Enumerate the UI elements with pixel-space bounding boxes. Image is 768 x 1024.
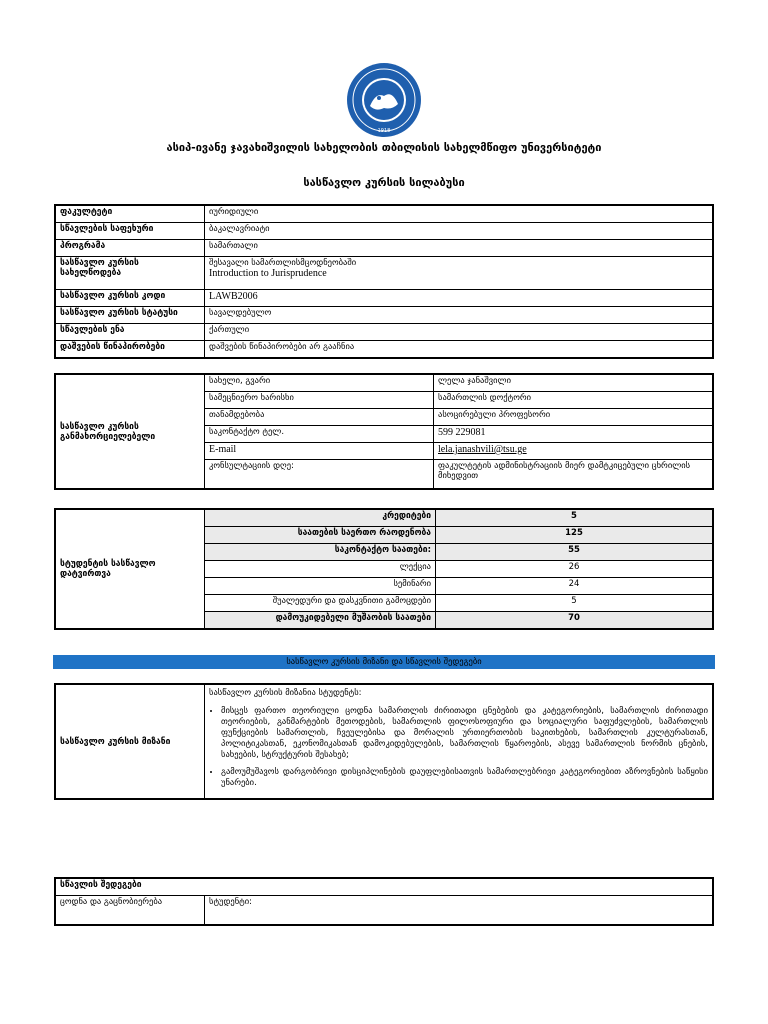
row-value: ლელა ჯანაშვილი bbox=[434, 374, 714, 392]
row-label: საათების საერთო რაოდენობა bbox=[205, 527, 436, 544]
email-link[interactable]: lela.janashvili@tsu.ge bbox=[434, 443, 714, 460]
goal-content bbox=[205, 684, 714, 799]
goal-label: სასწავლო კურსის მიზანი bbox=[55, 684, 205, 799]
row-value: იურიდიული bbox=[205, 205, 714, 223]
goals-banner: სასწავლო კურსის მიზანი და სწავლის შედეგები bbox=[53, 655, 715, 669]
lecturer-table bbox=[54, 373, 714, 490]
row-value: 70 bbox=[436, 612, 714, 630]
university-seal-icon bbox=[346, 62, 422, 138]
table-row bbox=[55, 257, 713, 290]
row-value: ფაკულტეტის ადმინისტრაციის მიერ დამტკიცებული ცხრილის მიხედვით bbox=[434, 460, 714, 490]
learning-outcomes-table bbox=[54, 877, 714, 926]
row-label: სასწავლო კურსის სტატუსი bbox=[55, 307, 205, 324]
table-row bbox=[55, 374, 713, 392]
row-label: სწავლების ენა bbox=[55, 324, 205, 341]
row-label: სასწავლო კურსის კოდი bbox=[55, 290, 205, 307]
course-title-en: Introduction to Jurisprudence bbox=[209, 268, 327, 279]
outcomes-title: სწავლის შედეგები bbox=[55, 878, 713, 896]
row-label: კონსულტაციის დღე: bbox=[205, 460, 434, 490]
row-value: სამართლის დოქტორი bbox=[434, 392, 714, 409]
row-label: დამოუკიდებელი მუშაობის საათები bbox=[205, 612, 436, 630]
row-label: კრედიტები bbox=[205, 509, 436, 527]
row-value: დაშვების წინაპირობები არ გააჩნია bbox=[205, 341, 714, 359]
list-item: • მისცეს ფართო თეორიული ცოდნა სამართლის ძირითადი ცნებების და კატეგორიების, სამართლის ძირითადი თეორიების, განმარტების მეთოდების, სამართლის ფილოსოფიური და სოციალური საფუძვლების, სამართლის ფუნქციების სამართლის, ჩვეულებისა და მორალის ურთიერთობის საკითხების, სამართლის კულტურასთან, პოლიტიკასთან, ეკონომიკასთან დამოკიდებულების, სამართლის წყაროების, ასევე სამართლის ნორმის ცნების, სახეების, სტრუქტურის შესახებ; bbox=[221, 706, 708, 761]
row-label: დაშვების წინაპირობები bbox=[55, 341, 205, 359]
table-row bbox=[55, 324, 713, 341]
row-label: სემინარი bbox=[205, 578, 436, 595]
goal-intro: სასწავლო კურსის მიზანია სტუდენტს: bbox=[209, 688, 362, 698]
row-value: 55 bbox=[436, 544, 714, 561]
table-row bbox=[55, 509, 713, 527]
table-row bbox=[55, 205, 713, 223]
goal-list bbox=[209, 706, 708, 789]
row-label: სასწავლო კურსის სახელწოდება bbox=[55, 257, 205, 290]
row-value: 5 bbox=[436, 595, 714, 612]
row-value: სამართალი bbox=[205, 240, 714, 257]
row-value: LAWB2006 bbox=[205, 290, 714, 307]
course-goal-table bbox=[54, 683, 714, 800]
list-item: • გამოუმუშავოს დარგობრივი დისციპლინების დაუფლებისათვის სამართლებრივი კატეგორიებით აზროვნების საწყისი უნარები. bbox=[221, 767, 708, 789]
svg-text:1918: 1918 bbox=[377, 128, 391, 134]
row-value: 5 bbox=[436, 509, 714, 527]
table-row bbox=[55, 684, 713, 799]
lecturer-section-label: სასწავლო კურსის განმახორციელებელი bbox=[55, 374, 205, 489]
table-row bbox=[55, 307, 713, 324]
row-label: სწავლების საფეხური bbox=[55, 223, 205, 240]
table-row bbox=[55, 240, 713, 257]
table-row bbox=[55, 341, 713, 359]
row-label: ფაკულტეტი bbox=[55, 205, 205, 223]
table-row bbox=[55, 896, 713, 926]
row-label: თანამდებობა bbox=[205, 409, 434, 426]
row-value: 125 bbox=[436, 527, 714, 544]
row-label: სამეცნიერო ხარისხი bbox=[205, 392, 434, 409]
row-label: პროგრამა bbox=[55, 240, 205, 257]
table-row bbox=[55, 223, 713, 240]
general-info-table bbox=[54, 204, 714, 359]
row-value bbox=[205, 257, 714, 290]
workload-table bbox=[54, 508, 714, 630]
row-value: 24 bbox=[436, 578, 714, 595]
row-value: ბაკალავრიატი bbox=[205, 223, 714, 240]
row-label: სახელი, გვარი bbox=[205, 374, 434, 392]
row-label: საკონტაქტო ტელ. bbox=[205, 426, 434, 443]
table-row bbox=[55, 878, 713, 896]
course-title-ka: შესავალი სამართლისმცოდნეობაში bbox=[209, 258, 357, 268]
row-label: საკონტაქტო საათები: bbox=[205, 544, 436, 561]
row-value: 599 229081 bbox=[434, 426, 714, 443]
row-label: ლექცია bbox=[205, 561, 436, 578]
row-label: ცოდნა და გაცნობიერება bbox=[55, 896, 205, 926]
university-name: ასიპ-ივანე ჯავახიშვილის სახელობის თბილისის სახელმწიფო უნივერსიტეტი bbox=[166, 141, 602, 154]
row-value: სავალდებულო bbox=[205, 307, 714, 324]
document-title: სასწავლო კურსის სილაბუსი bbox=[303, 176, 465, 189]
row-label: E-mail bbox=[205, 443, 434, 460]
row-value: ასოცირებული პროფესორი bbox=[434, 409, 714, 426]
table-row bbox=[55, 290, 713, 307]
workload-section-label: სტუდენტის სასწავლო დატვირთვა bbox=[55, 509, 205, 629]
row-value: 26 bbox=[436, 561, 714, 578]
row-value: სტუდენტი: bbox=[205, 896, 714, 926]
row-label: შუალედური და დასკვნითი გამოცდები bbox=[205, 595, 436, 612]
row-value: ქართული bbox=[205, 324, 714, 341]
